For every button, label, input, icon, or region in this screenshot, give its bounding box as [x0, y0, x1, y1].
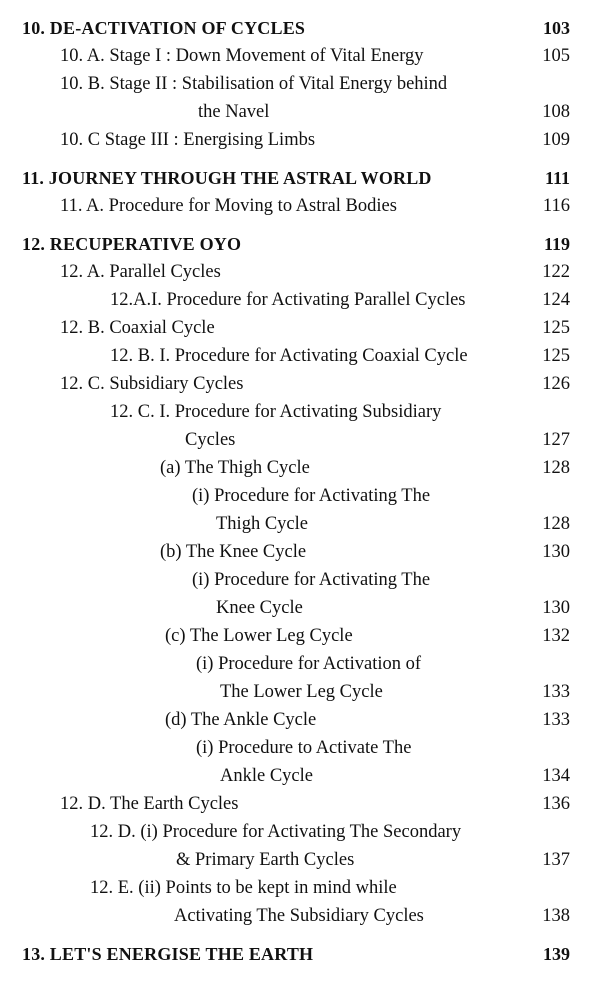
- toc-page-number: 111: [544, 168, 570, 188]
- toc-entry: [0, 482, 570, 510]
- toc-entry: [0, 314, 570, 342]
- toc-entry: [0, 42, 570, 70]
- toc-page-number: 119: [543, 234, 570, 254]
- toc-entry-text: 12. E. (ii) Points to be kept in mind while: [90, 878, 397, 898]
- toc-entry-continuation: [0, 762, 570, 790]
- toc-entry-text: 11. A. Procedure for Moving to Astral Bodies: [60, 196, 397, 216]
- toc-page-number: 125: [542, 318, 570, 338]
- toc-entry: [0, 650, 570, 678]
- toc-page-number: 139: [543, 944, 570, 964]
- toc-page-number: 116: [542, 196, 570, 216]
- toc-entry-text: (i) Procedure for Activating The: [192, 486, 431, 506]
- toc-entry-text: (i) Procedure to Activate The: [196, 738, 412, 758]
- toc-entry-text: Cycles: [185, 430, 236, 450]
- toc-entry: [0, 342, 570, 370]
- toc-entry: [0, 258, 570, 286]
- toc-entry-text: (i) Procedure for Activating The: [192, 570, 431, 590]
- toc-entry: [0, 566, 570, 594]
- toc-page-number: 109: [542, 130, 570, 150]
- toc-entry-text: 10. A. Stage I : Down Movement of Vital Energy: [60, 46, 424, 66]
- toc-entry-text: The Lower Leg Cycle: [220, 682, 383, 702]
- toc-page-number: 136: [542, 794, 570, 814]
- toc-entry: [0, 538, 570, 566]
- toc-entry-text: the Navel: [198, 102, 270, 122]
- toc-page-number: 124: [542, 290, 570, 310]
- toc-page-number: 133: [542, 710, 570, 730]
- toc-entry-continuation: [0, 98, 570, 126]
- toc-entry: [0, 192, 570, 220]
- toc-page-number: 108: [542, 102, 570, 122]
- toc-entry: [0, 734, 570, 762]
- toc-entry: [0, 454, 570, 482]
- toc-chapter-13: [0, 940, 570, 968]
- toc-entry: [0, 706, 570, 734]
- toc-entry-text: 12. B. Coaxial Cycle: [60, 318, 215, 338]
- toc-page-number: 125: [542, 346, 570, 366]
- toc-chapter-12: [0, 230, 570, 258]
- toc-entry-text: Activating The Subsidiary Cycles: [174, 906, 424, 926]
- toc-chapter-10: [0, 14, 570, 42]
- toc-entry-continuation: [0, 846, 570, 874]
- toc-page-number: 122: [542, 262, 570, 282]
- toc-entry-text: 12. B. I. Procedure for Activating Coaxial Cycle: [110, 346, 468, 366]
- toc-chapter-11: [0, 164, 570, 192]
- toc-entry-text: 12. D. The Earth Cycles: [60, 794, 239, 814]
- toc-entry-text: Ankle Cycle: [220, 766, 313, 786]
- toc-page-number: 132: [542, 626, 570, 646]
- toc-entry: [0, 790, 570, 818]
- toc-entry-continuation: [0, 902, 570, 930]
- toc-entry-continuation: [0, 594, 570, 622]
- toc-page-number: 137: [542, 850, 570, 870]
- toc-page-number: 134: [542, 766, 570, 786]
- toc-entry-text: 12. RECUPERATIVE OYO: [22, 234, 242, 254]
- toc-page-number: 126: [542, 374, 570, 394]
- toc-entry-text: 13. LET'S ENERGISE THE EARTH: [22, 944, 314, 964]
- toc-entry-text: 11. JOURNEY THROUGH THE ASTRAL WORLD: [22, 168, 432, 188]
- toc-page-number: 127: [542, 430, 570, 450]
- toc-entry: [0, 622, 570, 650]
- toc-page-number: 130: [542, 542, 570, 562]
- toc-entry-text: & Primary Earth Cycles: [176, 850, 355, 870]
- toc-entry-text: (d) The Ankle Cycle: [165, 710, 317, 730]
- toc-page-number: 103: [543, 18, 570, 38]
- toc-page-number: 105: [542, 46, 570, 66]
- toc-entry-text: 10. C Stage III : Energising Limbs: [60, 130, 316, 150]
- toc-page-number: 133: [542, 682, 570, 702]
- toc-entry-text: 12. D. (i) Procedure for Activating The Secondary: [90, 822, 462, 842]
- toc-entry-continuation: [0, 678, 570, 706]
- toc-entry-text: (a) The Thigh Cycle: [160, 458, 310, 478]
- toc-entry-text: 10. B. Stage II : Stabilisation of Vital Energy behind: [60, 74, 448, 94]
- toc-entry-text: 10. DE-ACTIVATION OF CYCLES: [22, 18, 306, 38]
- toc-entry-text: 12. C. Subsidiary Cycles: [60, 374, 244, 394]
- toc-entry-text: Knee Cycle: [216, 598, 303, 618]
- toc-entry: [0, 818, 570, 846]
- toc-entry-text: (c) The Lower Leg Cycle: [165, 626, 353, 646]
- toc-page-number: 138: [542, 906, 570, 926]
- toc-entry-text: (b) The Knee Cycle: [160, 542, 307, 562]
- toc-page-number: 128: [542, 458, 570, 478]
- toc-entry-continuation: [0, 510, 570, 538]
- toc-entry: [0, 398, 570, 426]
- toc-page-number: 128: [542, 514, 570, 534]
- toc-entry-text: 12. A. Parallel Cycles: [60, 262, 221, 282]
- toc-entry-text: 12.A.I. Procedure for Activating Parallel Cycles: [110, 290, 466, 310]
- toc-entry-text: (i) Procedure for Activation of: [196, 654, 422, 674]
- toc-entry: [0, 286, 570, 314]
- toc-entry: [0, 874, 570, 902]
- toc-entry-continuation: [0, 426, 570, 454]
- toc-entry: [0, 370, 570, 398]
- toc-entry: [0, 70, 570, 98]
- toc-entry-text: Thigh Cycle: [216, 514, 308, 534]
- toc-page-number: 130: [542, 598, 570, 618]
- toc-entry: [0, 126, 570, 154]
- toc-entry-text: 12. C. I. Procedure for Activating Subsidiary: [110, 402, 442, 422]
